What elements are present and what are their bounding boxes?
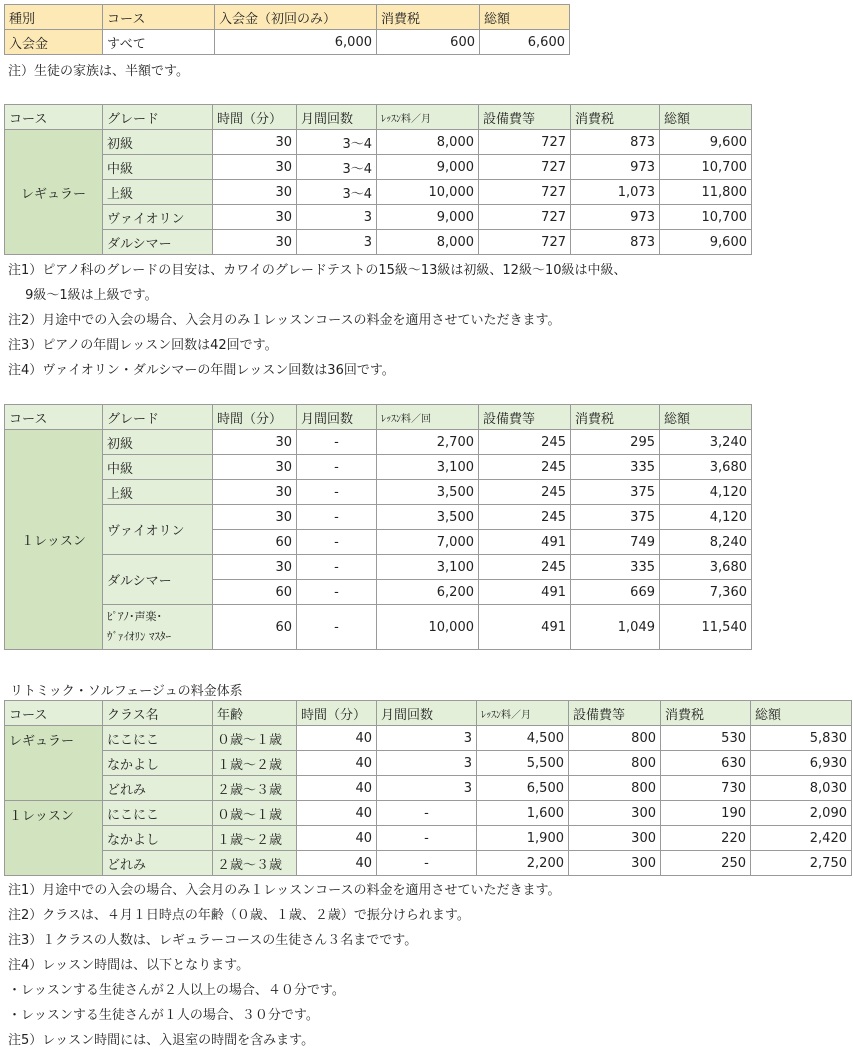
- table-row: [5, 130, 752, 155]
- regular-note: 注1）ピアノ科のグレードの目安は、カワイのグレードテストの15級〜13級は初級、12級〜10級は中級、: [8, 263, 627, 278]
- count-cell: -: [377, 826, 477, 851]
- tax-cell: 190: [661, 801, 751, 826]
- tax-cell: 335: [571, 555, 660, 580]
- fee-cell: 3,500: [377, 480, 479, 505]
- total-cell: 7,360: [660, 580, 752, 605]
- count-cell: 3〜4: [297, 130, 377, 155]
- rhythmic-title: リトミック・ソルフェージュの料金体系: [10, 684, 243, 699]
- total-cell: 11,800: [660, 180, 752, 205]
- fee-cell: 6,200: [377, 580, 479, 605]
- tax-cell: 630: [661, 751, 751, 776]
- total-cell: 2,090: [751, 801, 852, 826]
- table-row: [5, 180, 752, 205]
- table-row: [5, 726, 852, 751]
- tax-cell: 873: [571, 130, 660, 155]
- facility-cell: 245: [479, 480, 571, 505]
- count-cell: -: [297, 430, 377, 455]
- minutes-cell: 30: [213, 505, 297, 530]
- class-cell: どれみ: [103, 776, 213, 801]
- header-cell: 総額: [751, 701, 852, 726]
- grade-cell: 初級: [103, 430, 213, 455]
- count-cell: -: [297, 455, 377, 480]
- type-cell: 入会金: [5, 30, 103, 55]
- minutes-cell: 30: [213, 155, 297, 180]
- total-cell: 10,700: [660, 155, 752, 180]
- table-row: [5, 801, 852, 826]
- fee-cell: 7,000: [377, 530, 479, 555]
- header-cell: コース: [5, 701, 103, 726]
- total-cell: 8,030: [751, 776, 852, 801]
- header-cell: 消費税: [661, 701, 751, 726]
- tax-cell: 873: [571, 230, 660, 255]
- count-cell: 3〜4: [297, 180, 377, 205]
- total-cell: 3,680: [660, 555, 752, 580]
- rhythmic-note: 注5）レッスン時間には、入退室の時間を含みます。: [8, 1033, 315, 1048]
- fee-cell: 9,000: [377, 205, 479, 230]
- facility-cell: 491: [479, 580, 571, 605]
- course-cell: すべて: [103, 30, 215, 55]
- header-cell: 総額: [660, 105, 752, 130]
- minutes-cell: 40: [297, 801, 377, 826]
- header-cell: 月間回数: [377, 701, 477, 726]
- fee-cell: 1,900: [477, 826, 569, 851]
- table-row: [5, 505, 752, 530]
- fee-cell: 10,000: [377, 605, 479, 650]
- fee-cell: 6,000: [215, 30, 377, 55]
- total-cell: 2,750: [751, 851, 852, 876]
- fee-cell: 10,000: [377, 180, 479, 205]
- table-row: [5, 230, 752, 255]
- total-cell: 5,830: [751, 726, 852, 751]
- tax-cell: 730: [661, 776, 751, 801]
- count-cell: -: [297, 530, 377, 555]
- facility-cell: 800: [569, 751, 661, 776]
- age-cell: ０歳〜１歳: [213, 726, 297, 751]
- rhythmic-note: 注2）クラスは、４月１日時点の年齢（０歳、１歳、２歳）で振分けられます。: [8, 908, 470, 923]
- tax-cell: 973: [571, 155, 660, 180]
- fee-cell: 8,000: [377, 130, 479, 155]
- rhythmic-note: ・レッスンする生徒さんが２人以上の場合、４０分です。: [8, 983, 345, 998]
- total-cell: 3,680: [660, 455, 752, 480]
- minutes-cell: 40: [297, 726, 377, 751]
- course-label: レギュラー: [5, 130, 103, 255]
- table-row: [5, 851, 852, 876]
- tax-cell: 600: [377, 30, 480, 55]
- count-cell: 3〜4: [297, 155, 377, 180]
- header-cell: 総額: [660, 405, 752, 430]
- fee-cell: 1,600: [477, 801, 569, 826]
- tax-cell: 220: [661, 826, 751, 851]
- header-cell: 総額: [480, 5, 570, 30]
- total-cell: 9,600: [660, 230, 752, 255]
- count-cell: -: [377, 801, 477, 826]
- grade-cell: ヴァイオリン: [103, 205, 213, 230]
- table-row: [5, 555, 752, 580]
- grade-cell: ダルシマー: [103, 555, 213, 605]
- facility-cell: 300: [569, 851, 661, 876]
- total-cell: 11,540: [660, 605, 752, 650]
- fee-cell: 2,700: [377, 430, 479, 455]
- minutes-cell: 30: [213, 130, 297, 155]
- tax-cell: 973: [571, 205, 660, 230]
- tax-cell: 1,049: [571, 605, 660, 650]
- grade-cell: 中級: [103, 155, 213, 180]
- minutes-cell: 60: [213, 580, 297, 605]
- grade-cell: [103, 605, 213, 650]
- table-header-row: [5, 405, 752, 430]
- facility-cell: 727: [479, 130, 571, 155]
- count-cell: 3: [297, 205, 377, 230]
- count-cell: 3: [377, 776, 477, 801]
- header-cell: 消費税: [377, 5, 480, 30]
- class-cell: なかよし: [103, 751, 213, 776]
- header-cell: コース: [5, 405, 103, 430]
- table-row: [5, 205, 752, 230]
- header-cell: ﾚｯｽﾝ料／回: [377, 405, 479, 430]
- facility-cell: 245: [479, 430, 571, 455]
- facility-cell: 491: [479, 605, 571, 650]
- course-label: １レッスン: [5, 430, 103, 650]
- facility-cell: 245: [479, 505, 571, 530]
- header-cell: 消費税: [571, 105, 660, 130]
- total-cell: 3,240: [660, 430, 752, 455]
- table-row: [5, 155, 752, 180]
- table-row: [5, 430, 752, 455]
- entry-note: 注）生徒の家族は、半額です。: [8, 64, 189, 79]
- class-cell: どれみ: [103, 851, 213, 876]
- total-cell: 4,120: [660, 505, 752, 530]
- minutes-cell: 60: [213, 605, 297, 650]
- tax-cell: 530: [661, 726, 751, 751]
- total-cell: 4,120: [660, 480, 752, 505]
- header-cell: 種別: [5, 5, 103, 30]
- age-cell: ２歳〜３歳: [213, 776, 297, 801]
- class-cell: にこにこ: [103, 726, 213, 751]
- header-cell: コース: [5, 105, 103, 130]
- regular-course-table: [4, 104, 752, 255]
- count-cell: 3: [297, 230, 377, 255]
- facility-cell: 245: [479, 555, 571, 580]
- entry-fee-table: [4, 4, 570, 55]
- course-label: レギュラー: [5, 726, 103, 801]
- facility-cell: 800: [569, 726, 661, 751]
- fee-cell: 2,200: [477, 851, 569, 876]
- facility-cell: 727: [479, 155, 571, 180]
- count-cell: -: [297, 480, 377, 505]
- header-cell: 時間（分）: [213, 405, 297, 430]
- facility-cell: 300: [569, 801, 661, 826]
- single-lesson-table: [4, 404, 752, 650]
- table-row: [5, 826, 852, 851]
- table-row: [5, 30, 570, 55]
- rhythmic-table: [4, 700, 852, 876]
- tax-cell: 669: [571, 580, 660, 605]
- count-cell: -: [297, 605, 377, 650]
- minutes-cell: 40: [297, 826, 377, 851]
- header-cell: 消費税: [571, 405, 660, 430]
- total-cell: 6,600: [480, 30, 570, 55]
- fee-cell: 6,500: [477, 776, 569, 801]
- age-cell: ０歳〜１歳: [213, 801, 297, 826]
- facility-cell: 727: [479, 205, 571, 230]
- minutes-cell: 40: [297, 851, 377, 876]
- header-cell: 設備費等: [569, 701, 661, 726]
- regular-note: 9級〜1級は上級です。: [8, 288, 158, 303]
- minutes-cell: 60: [213, 530, 297, 555]
- facility-cell: 727: [479, 180, 571, 205]
- count-cell: -: [297, 580, 377, 605]
- tax-cell: 1,073: [571, 180, 660, 205]
- header-cell: 設備費等: [479, 405, 571, 430]
- facility-cell: 800: [569, 776, 661, 801]
- course-label: １レッスン: [5, 801, 103, 876]
- table-row: [5, 480, 752, 505]
- table-row: [5, 605, 752, 650]
- minutes-cell: 30: [213, 180, 297, 205]
- header-cell: ﾚｯｽﾝ料／月: [477, 701, 569, 726]
- header-cell: 月間回数: [297, 405, 377, 430]
- minutes-cell: 30: [213, 480, 297, 505]
- header-cell: 設備費等: [479, 105, 571, 130]
- master-line1: ﾋﾟｱﾉ･声楽･: [107, 610, 162, 623]
- facility-cell: 491: [479, 530, 571, 555]
- regular-note: 注4）ヴァイオリン・ダルシマーの年間レッスン回数は36回です。: [8, 363, 395, 378]
- master-line2: ｳﾞｧｲｵﾘﾝ ﾏｽﾀｰ: [107, 630, 171, 643]
- rhythmic-note: 注1）月途中での入会の場合、入会月のみ１レッスンコースの料金を適用させていただきます。: [8, 883, 561, 898]
- total-cell: 2,420: [751, 826, 852, 851]
- age-cell: １歳〜２歳: [213, 826, 297, 851]
- age-cell: １歳〜２歳: [213, 751, 297, 776]
- header-cell: 入会金（初回のみ）: [215, 5, 377, 30]
- fee-cell: 8,000: [377, 230, 479, 255]
- count-cell: 3: [377, 726, 477, 751]
- minutes-cell: 30: [213, 430, 297, 455]
- tax-cell: 749: [571, 530, 660, 555]
- grade-cell: 上級: [103, 180, 213, 205]
- fee-cell: 4,500: [477, 726, 569, 751]
- header-cell: クラス名: [103, 701, 213, 726]
- minutes-cell: 30: [213, 205, 297, 230]
- class-cell: にこにこ: [103, 801, 213, 826]
- rhythmic-note: ・レッスンする生徒さんが１人の場合、３０分です。: [8, 1008, 319, 1023]
- tax-cell: 295: [571, 430, 660, 455]
- grade-cell: ダルシマー: [103, 230, 213, 255]
- total-cell: 10,700: [660, 205, 752, 230]
- grade-cell: ヴァイオリン: [103, 505, 213, 555]
- header-cell: コース: [103, 5, 215, 30]
- fee-cell: 3,100: [377, 555, 479, 580]
- total-cell: 6,930: [751, 751, 852, 776]
- regular-note: 注2）月途中での入会の場合、入会月のみ１レッスンコースの料金を適用させていただきます。: [8, 313, 561, 328]
- table-header-row: [5, 5, 570, 30]
- class-cell: なかよし: [103, 826, 213, 851]
- tax-cell: 335: [571, 455, 660, 480]
- fee-cell: 3,500: [377, 505, 479, 530]
- minutes-cell: 40: [297, 776, 377, 801]
- count-cell: -: [377, 851, 477, 876]
- table-header-row: [5, 701, 852, 726]
- table-row: [5, 776, 852, 801]
- tax-cell: 375: [571, 505, 660, 530]
- facility-cell: 300: [569, 826, 661, 851]
- header-cell: ﾚｯｽﾝ料／月: [377, 105, 479, 130]
- header-cell: 年齢: [213, 701, 297, 726]
- count-cell: -: [297, 505, 377, 530]
- age-cell: ２歳〜３歳: [213, 851, 297, 876]
- facility-cell: 245: [479, 455, 571, 480]
- minutes-cell: 40: [297, 751, 377, 776]
- minutes-cell: 30: [213, 230, 297, 255]
- tax-cell: 375: [571, 480, 660, 505]
- grade-cell: 中級: [103, 455, 213, 480]
- tax-cell: 250: [661, 851, 751, 876]
- grade-cell: 上級: [103, 480, 213, 505]
- table-row: [5, 751, 852, 776]
- header-cell: グレード: [103, 105, 213, 130]
- header-cell: 時間（分）: [213, 105, 297, 130]
- minutes-cell: 30: [213, 455, 297, 480]
- fee-cell: 5,500: [477, 751, 569, 776]
- header-cell: 時間（分）: [297, 701, 377, 726]
- regular-note: 注3）ピアノの年間レッスン回数は42回です。: [8, 338, 278, 353]
- total-cell: 9,600: [660, 130, 752, 155]
- fee-cell: 3,100: [377, 455, 479, 480]
- minutes-cell: 30: [213, 555, 297, 580]
- grade-cell: 初級: [103, 130, 213, 155]
- total-cell: 8,240: [660, 530, 752, 555]
- header-cell: グレード: [103, 405, 213, 430]
- count-cell: 3: [377, 751, 477, 776]
- facility-cell: 727: [479, 230, 571, 255]
- count-cell: -: [297, 555, 377, 580]
- fee-cell: 9,000: [377, 155, 479, 180]
- rhythmic-note: 注3）１クラスの人数は、レギュラーコースの生徒さん３名までです。: [8, 933, 418, 948]
- header-cell: 月間回数: [297, 105, 377, 130]
- table-header-row: [5, 105, 752, 130]
- table-row: [5, 455, 752, 480]
- rhythmic-note: 注4）レッスン時間は、以下となります。: [8, 958, 250, 973]
